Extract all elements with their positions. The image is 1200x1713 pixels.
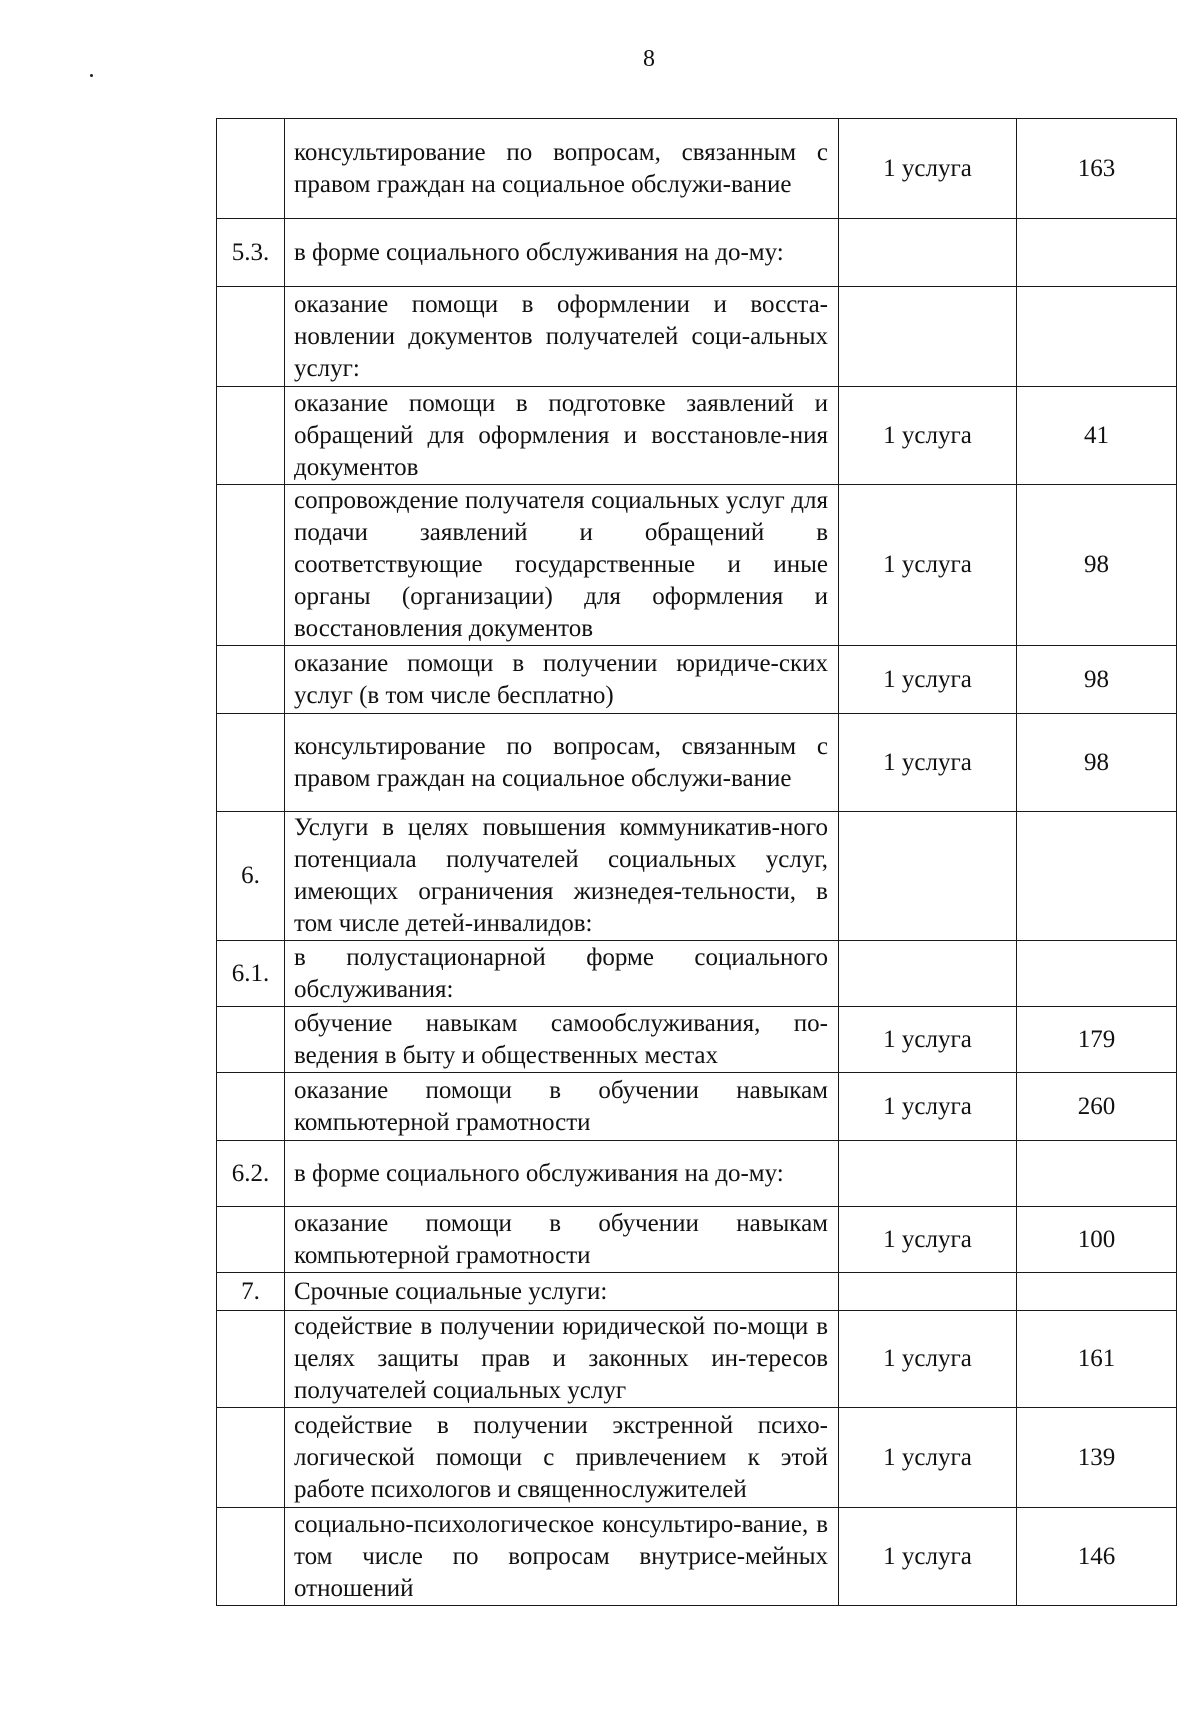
table-row bbox=[217, 646, 1177, 714]
service-name: оказание помощи в подготовке заявлений и обращений для оформления и восстановле-ния документов bbox=[285, 387, 839, 485]
service-value: 139 bbox=[1017, 1408, 1177, 1508]
service-unit bbox=[839, 219, 1017, 287]
scan-speck bbox=[90, 74, 93, 77]
table-row bbox=[217, 714, 1177, 812]
service-name: содействие в получении экстренной психо-логической помощи с привлечением к этой работе психологов и священнослужителей bbox=[285, 1408, 839, 1508]
service-name: оказание помощи в обучении навыкам компьютерной грамотности bbox=[285, 1073, 839, 1141]
table-row bbox=[217, 1273, 1177, 1311]
service-value: 163 bbox=[1017, 119, 1177, 219]
service-unit: 1 услуга bbox=[839, 1207, 1017, 1273]
service-unit bbox=[839, 1273, 1017, 1311]
row-number: 6.2. bbox=[217, 1141, 285, 1207]
table-row bbox=[217, 485, 1177, 646]
table-row bbox=[217, 219, 1177, 287]
service-unit: 1 услуга bbox=[839, 1508, 1017, 1606]
table-row bbox=[217, 119, 1177, 219]
row-number bbox=[217, 387, 285, 485]
row-number: 5.3. bbox=[217, 219, 285, 287]
table-row bbox=[217, 941, 1177, 1007]
row-number bbox=[217, 646, 285, 714]
table-row bbox=[217, 1508, 1177, 1606]
service-value bbox=[1017, 812, 1177, 941]
service-unit: 1 услуга bbox=[839, 1007, 1017, 1073]
service-name: в форме социального обслуживания на до-му: bbox=[285, 219, 839, 287]
service-unit: 1 услуга bbox=[839, 646, 1017, 714]
table-row bbox=[217, 387, 1177, 485]
table-row bbox=[217, 287, 1177, 387]
service-unit bbox=[839, 812, 1017, 941]
services-table bbox=[216, 118, 1177, 1606]
table-row bbox=[217, 1311, 1177, 1408]
service-value bbox=[1017, 1273, 1177, 1311]
row-number bbox=[217, 1408, 285, 1508]
service-value: 179 bbox=[1017, 1007, 1177, 1073]
service-name: в полустационарной форме социального обслуживания: bbox=[285, 941, 839, 1007]
row-number bbox=[217, 1073, 285, 1141]
service-value: 98 bbox=[1017, 714, 1177, 812]
service-value: 146 bbox=[1017, 1508, 1177, 1606]
service-name: социально-психологическое консультиро-вание, в том числе по вопросам внутрисе-мейных отношений bbox=[285, 1508, 839, 1606]
service-value bbox=[1017, 1141, 1177, 1207]
row-number bbox=[217, 287, 285, 387]
row-number: 7. bbox=[217, 1273, 285, 1311]
service-value: 161 bbox=[1017, 1311, 1177, 1408]
service-name: обучение навыкам самообслуживания, по-ведения в быту и общественных местах bbox=[285, 1007, 839, 1073]
service-name: сопровождение получателя социальных услуг для подачи заявлений и обращений в соответствующие государственные и иные органы (организации) для оформления и восстановления документов bbox=[285, 485, 839, 646]
service-unit bbox=[839, 941, 1017, 1007]
service-name: оказание помощи в обучении навыкам компьютерной грамотности bbox=[285, 1207, 839, 1273]
table-row bbox=[217, 1141, 1177, 1207]
table-row bbox=[217, 1207, 1177, 1273]
row-number bbox=[217, 485, 285, 646]
service-value: 98 bbox=[1017, 646, 1177, 714]
row-number bbox=[217, 1207, 285, 1273]
service-unit: 1 услуга bbox=[839, 485, 1017, 646]
service-name: оказание помощи в оформлении и восста-новлении документов получателей соци-альных услуг: bbox=[285, 287, 839, 387]
row-number bbox=[217, 119, 285, 219]
page-number: 8 bbox=[643, 46, 655, 72]
service-value bbox=[1017, 287, 1177, 387]
service-unit: 1 услуга bbox=[839, 119, 1017, 219]
service-name: содействие в получении юридической по-мощи в целях защиты прав и законных ин-тересов получателей социальных услуг bbox=[285, 1311, 839, 1408]
service-name: в форме социального обслуживания на до-му: bbox=[285, 1141, 839, 1207]
service-name: Срочные социальные услуги: bbox=[285, 1273, 839, 1311]
table-row bbox=[217, 1408, 1177, 1508]
table-row bbox=[217, 1073, 1177, 1141]
service-unit bbox=[839, 287, 1017, 387]
row-number bbox=[217, 714, 285, 812]
row-number: 6. bbox=[217, 812, 285, 941]
service-unit: 1 услуга bbox=[839, 1073, 1017, 1141]
row-number bbox=[217, 1007, 285, 1073]
service-value: 260 bbox=[1017, 1073, 1177, 1141]
service-name: Услуги в целях повышения коммуникатив-ного потенциала получателей социальных услуг, имеющих ограничения жизнедея-тельности, в том числе детей-инвалидов: bbox=[285, 812, 839, 941]
row-number: 6.1. bbox=[217, 941, 285, 1007]
service-value bbox=[1017, 219, 1177, 287]
service-value: 100 bbox=[1017, 1207, 1177, 1273]
table-row bbox=[217, 812, 1177, 941]
table-row bbox=[217, 1007, 1177, 1073]
service-name: консультирование по вопросам, связанным с правом граждан на социальное обслужи-вание bbox=[285, 714, 839, 812]
service-value: 41 bbox=[1017, 387, 1177, 485]
service-name: оказание помощи в получении юридиче-ских услуг (в том числе бесплатно) bbox=[285, 646, 839, 714]
service-name: консультирование по вопросам, связанным с правом граждан на социальное обслужи-вание bbox=[285, 119, 839, 219]
service-unit: 1 услуга bbox=[839, 1408, 1017, 1508]
service-unit: 1 услуга bbox=[839, 387, 1017, 485]
service-unit: 1 услуга bbox=[839, 714, 1017, 812]
row-number bbox=[217, 1508, 285, 1606]
service-value bbox=[1017, 941, 1177, 1007]
service-unit bbox=[839, 1141, 1017, 1207]
row-number bbox=[217, 1311, 285, 1408]
service-value: 98 bbox=[1017, 485, 1177, 646]
service-unit: 1 услуга bbox=[839, 1311, 1017, 1408]
